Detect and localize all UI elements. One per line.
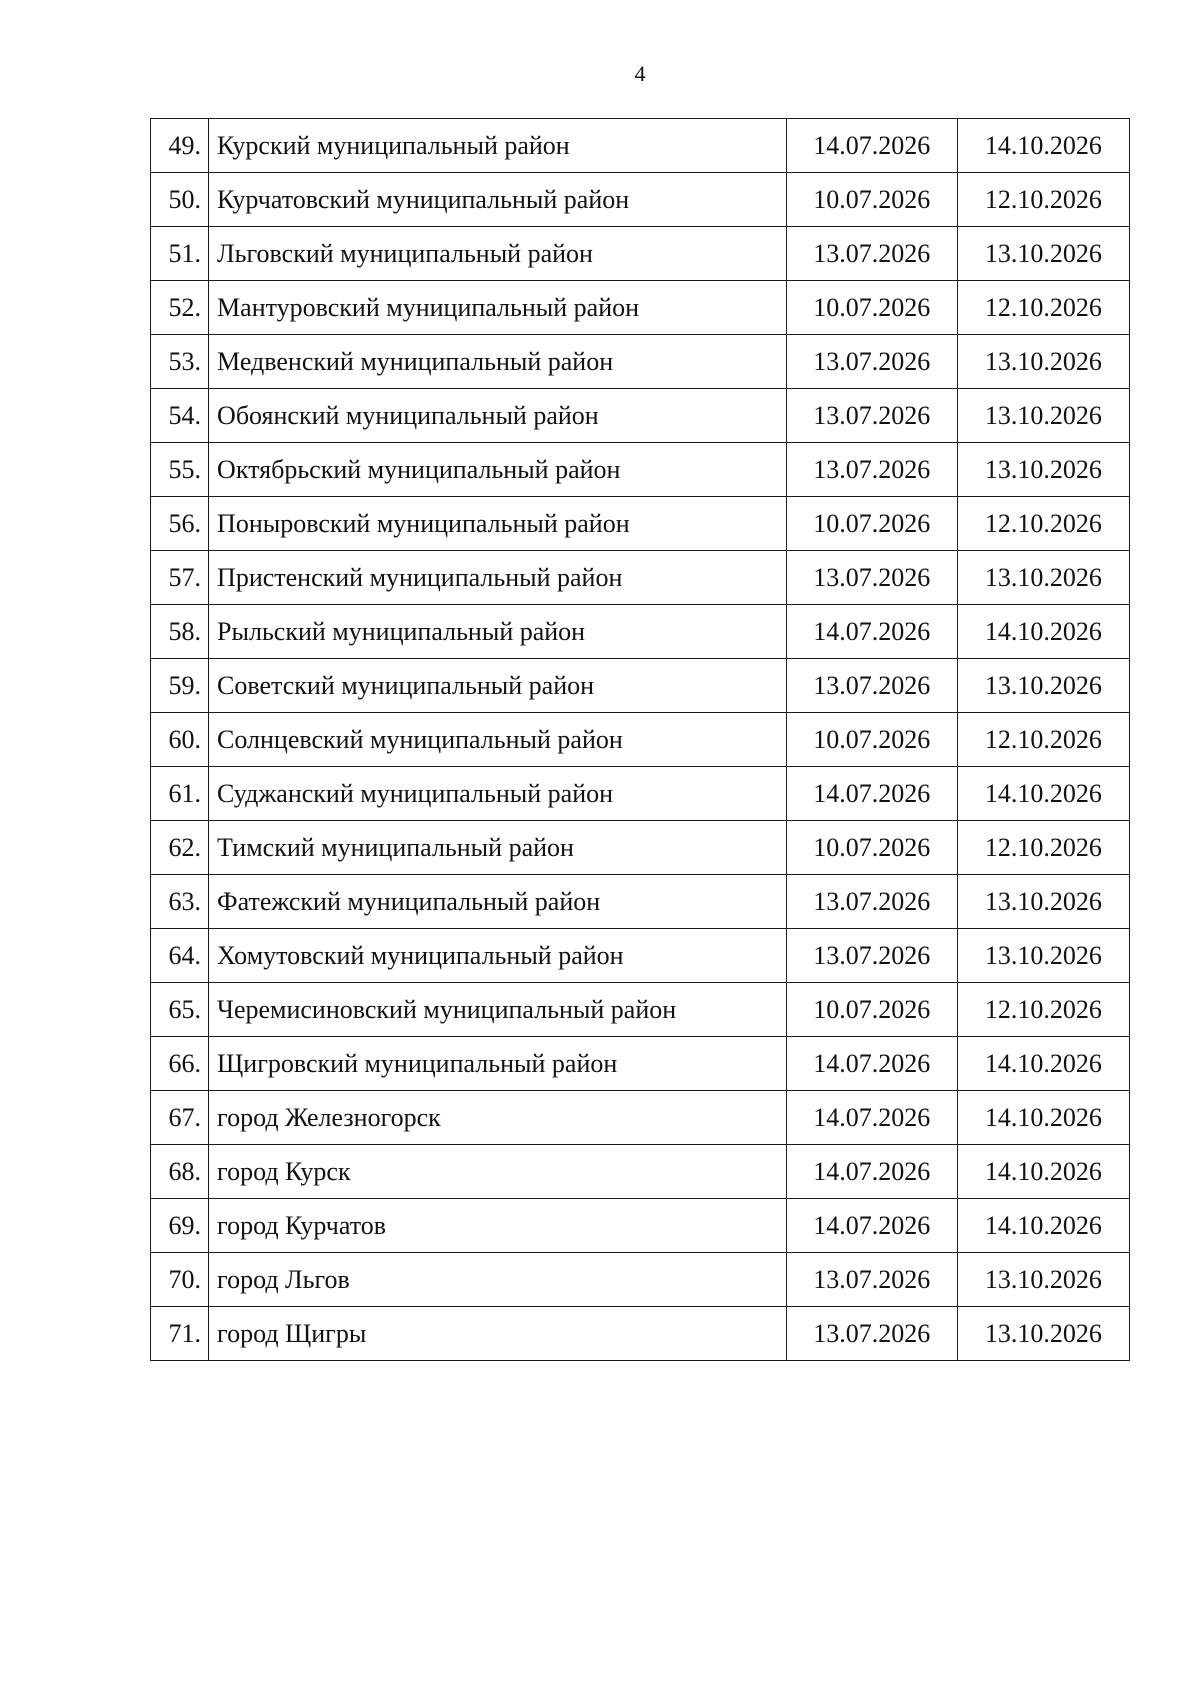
table-row (151, 497, 1130, 551)
start-date: 10.07.2026 (786, 281, 957, 335)
row-number: 57. (151, 551, 209, 605)
row-number: 49. (151, 119, 209, 173)
start-date: 14.07.2026 (786, 1145, 957, 1199)
start-date: 13.07.2026 (786, 227, 957, 281)
start-date: 13.07.2026 (786, 1307, 957, 1361)
municipality-name: Медвенский муниципальный район (209, 335, 787, 389)
municipality-name: Октябрьский муниципальный район (209, 443, 787, 497)
row-number: 62. (151, 821, 209, 875)
end-date: 13.10.2026 (957, 335, 1129, 389)
start-date: 13.07.2026 (786, 389, 957, 443)
row-number: 51. (151, 227, 209, 281)
table-row (151, 1253, 1130, 1307)
table-row (151, 1307, 1130, 1361)
municipality-name: Солнцевский муниципальный район (209, 713, 787, 767)
municipality-name: Поныровский муниципальный район (209, 497, 787, 551)
table-row (151, 335, 1130, 389)
row-number: 63. (151, 875, 209, 929)
start-date: 10.07.2026 (786, 173, 957, 227)
row-number: 70. (151, 1253, 209, 1307)
end-date: 13.10.2026 (957, 659, 1129, 713)
row-number: 67. (151, 1091, 209, 1145)
municipality-name: город Железногорск (209, 1091, 787, 1145)
table-row (151, 875, 1130, 929)
row-number: 55. (151, 443, 209, 497)
end-date: 14.10.2026 (957, 767, 1129, 821)
table-row (151, 821, 1130, 875)
table-row (151, 173, 1130, 227)
table-row (151, 767, 1130, 821)
start-date: 13.07.2026 (786, 1253, 957, 1307)
table-row (151, 1037, 1130, 1091)
row-number: 53. (151, 335, 209, 389)
table-row (151, 929, 1130, 983)
start-date: 13.07.2026 (786, 443, 957, 497)
table-row (151, 1145, 1130, 1199)
start-date: 14.07.2026 (786, 1037, 957, 1091)
start-date: 10.07.2026 (786, 821, 957, 875)
municipality-name: город Льгов (209, 1253, 787, 1307)
row-number: 52. (151, 281, 209, 335)
table-row (151, 551, 1130, 605)
municipality-name: Хомутовский муниципальный район (209, 929, 787, 983)
end-date: 13.10.2026 (957, 929, 1129, 983)
municipality-name: Щигровский муниципальный район (209, 1037, 787, 1091)
table-row (151, 119, 1130, 173)
end-date: 12.10.2026 (957, 173, 1129, 227)
municipality-name: Рыльский муниципальный район (209, 605, 787, 659)
municipality-name: Обоянский муниципальный район (209, 389, 787, 443)
end-date: 14.10.2026 (957, 1145, 1129, 1199)
start-date: 14.07.2026 (786, 1199, 957, 1253)
start-date: 10.07.2026 (786, 713, 957, 767)
start-date: 13.07.2026 (786, 875, 957, 929)
end-date: 13.10.2026 (957, 443, 1129, 497)
table-row (151, 1199, 1130, 1253)
end-date: 13.10.2026 (957, 551, 1129, 605)
table-row (151, 983, 1130, 1037)
end-date: 12.10.2026 (957, 713, 1129, 767)
table-row (151, 713, 1130, 767)
municipality-name: Курчатовский муниципальный район (209, 173, 787, 227)
end-date: 13.10.2026 (957, 1253, 1129, 1307)
end-date: 14.10.2026 (957, 119, 1129, 173)
start-date: 14.07.2026 (786, 119, 957, 173)
row-number: 50. (151, 173, 209, 227)
end-date: 14.10.2026 (957, 605, 1129, 659)
end-date: 12.10.2026 (957, 497, 1129, 551)
page-number: 4 (634, 61, 646, 86)
municipality-name: Фатежский муниципальный район (209, 875, 787, 929)
row-number: 56. (151, 497, 209, 551)
municipality-name: Пристенский муниципальный район (209, 551, 787, 605)
table-row (151, 227, 1130, 281)
municipality-name: Советский муниципальный район (209, 659, 787, 713)
end-date: 13.10.2026 (957, 227, 1129, 281)
start-date: 10.07.2026 (786, 497, 957, 551)
start-date: 13.07.2026 (786, 335, 957, 389)
row-number: 66. (151, 1037, 209, 1091)
municipality-name: Суджанский муниципальный район (209, 767, 787, 821)
table-row (151, 281, 1130, 335)
row-number: 65. (151, 983, 209, 1037)
end-date: 14.10.2026 (957, 1199, 1129, 1253)
table-row (151, 605, 1130, 659)
start-date: 10.07.2026 (786, 983, 957, 1037)
municipality-name: Черемисиновский муниципальный район (209, 983, 787, 1037)
table-row (151, 1091, 1130, 1145)
municipality-name: город Щигры (209, 1307, 787, 1361)
end-date: 12.10.2026 (957, 281, 1129, 335)
municipality-name: Льговский муниципальный район (209, 227, 787, 281)
municipality-dates-table (150, 118, 1130, 1361)
row-number: 60. (151, 713, 209, 767)
row-number: 59. (151, 659, 209, 713)
row-number: 68. (151, 1145, 209, 1199)
start-date: 14.07.2026 (786, 605, 957, 659)
start-date: 13.07.2026 (786, 659, 957, 713)
row-number: 71. (151, 1307, 209, 1361)
table-row (151, 659, 1130, 713)
municipality-name: Курский муниципальный район (209, 119, 787, 173)
end-date: 12.10.2026 (957, 821, 1129, 875)
end-date: 14.10.2026 (957, 1037, 1129, 1091)
end-date: 13.10.2026 (957, 389, 1129, 443)
municipality-name: город Курчатов (209, 1199, 787, 1253)
municipality-name: город Курск (209, 1145, 787, 1199)
start-date: 13.07.2026 (786, 551, 957, 605)
table-row (151, 443, 1130, 497)
start-date: 14.07.2026 (786, 1091, 957, 1145)
table-row (151, 389, 1130, 443)
row-number: 54. (151, 389, 209, 443)
start-date: 13.07.2026 (786, 929, 957, 983)
end-date: 13.10.2026 (957, 875, 1129, 929)
start-date: 14.07.2026 (786, 767, 957, 821)
row-number: 64. (151, 929, 209, 983)
municipality-name: Тимский муниципальный район (209, 821, 787, 875)
municipality-name: Мантуровский муниципальный район (209, 281, 787, 335)
end-date: 14.10.2026 (957, 1091, 1129, 1145)
end-date: 12.10.2026 (957, 983, 1129, 1037)
row-number: 69. (151, 1199, 209, 1253)
row-number: 61. (151, 767, 209, 821)
table-body (151, 119, 1130, 1361)
end-date: 13.10.2026 (957, 1307, 1129, 1361)
row-number: 58. (151, 605, 209, 659)
